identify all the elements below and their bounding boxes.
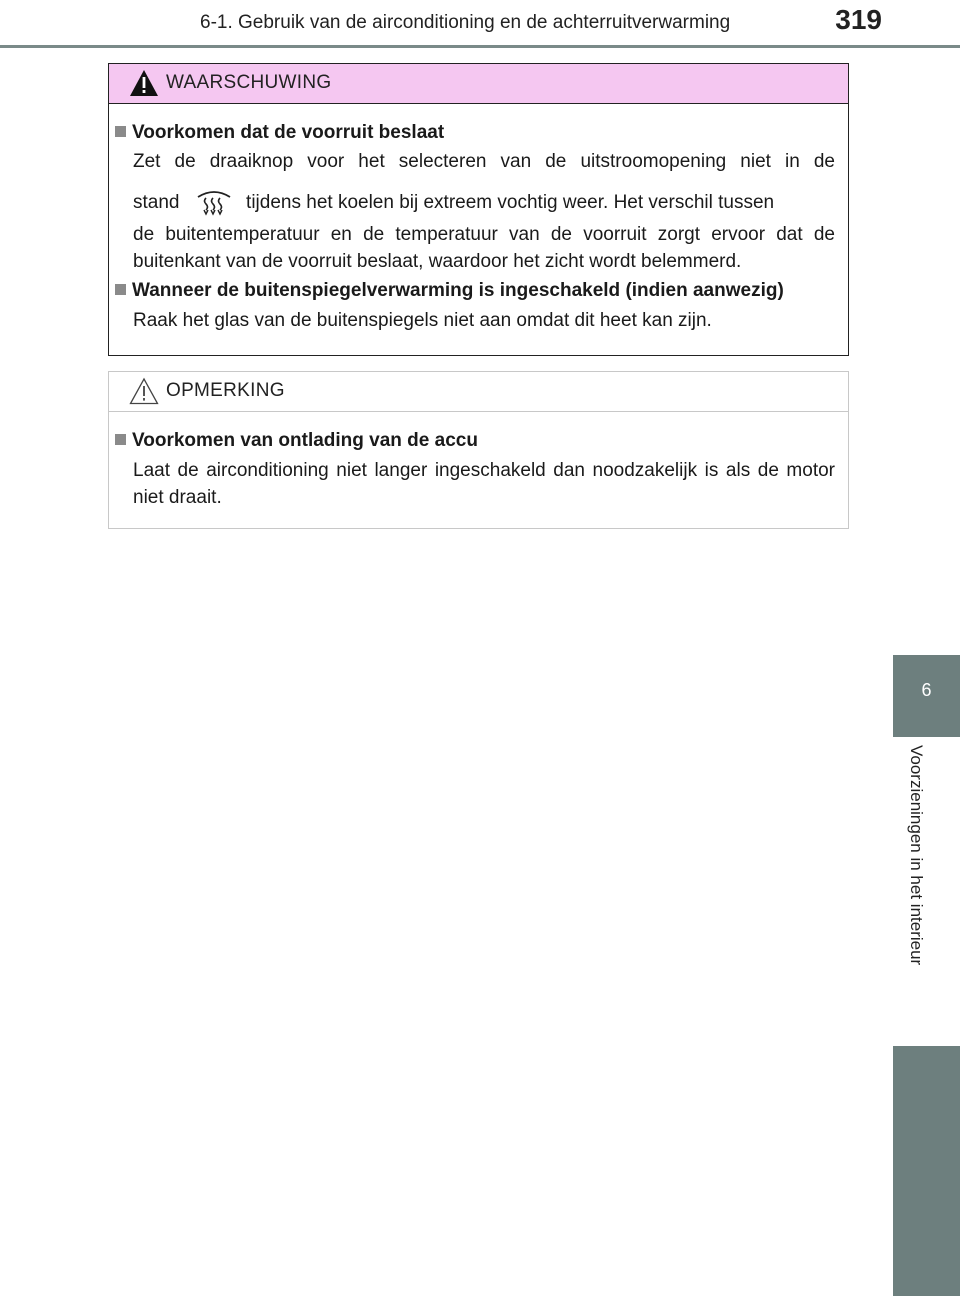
warning-text-line-with-icon — [133, 188, 835, 216]
warning-triangle-icon — [129, 69, 159, 97]
page-number: 319 — [835, 4, 882, 35]
warning-text-line: Zet de draaiknop voor het selecteren van de uitstroomopening niet in de — [133, 151, 835, 172]
note-item-heading — [115, 430, 478, 452]
note-title: OPMERKING — [166, 380, 285, 401]
warning-paragraph: Raak het glas van de buitenspiegels niet aan omdat dit heet kan zijn. — [133, 310, 712, 331]
side-tab-lower — [893, 1046, 960, 1296]
warning-header — [109, 64, 848, 104]
warning-item-heading-text: Voorkomen dat de voorruit beslaat — [132, 122, 445, 143]
note-box — [108, 371, 849, 529]
note-paragraph: Laat de airconditioning niet langer ingeschakeld dan noodzakelijk is als de motor niet draait. — [133, 460, 835, 508]
warning-title: WAARSCHUWING — [166, 72, 332, 93]
warning-item-heading — [115, 122, 444, 144]
note-item-heading-text: Voorkomen van ontlading van de accu — [132, 430, 478, 451]
bullet-square-icon — [115, 126, 126, 137]
defroster-icon — [195, 188, 233, 216]
chapter-title: 6-1. Gebruik van de airconditioning en de achterruitverwarming — [200, 12, 731, 33]
bullet-square-icon — [115, 284, 126, 295]
bullet-square-icon — [115, 434, 126, 445]
warning-text-fragment: stand — [133, 192, 180, 213]
warning-paragraph: de buitentemperatuur en de temperatuur van de voorruit zorgt ervoor dat de buitenkant van de voorruit beslaat, waardoor het zicht wordt belemmerd. — [133, 224, 835, 272]
warning-item-heading — [115, 280, 784, 302]
warning-text-fragment: tijdens het koelen bij extreem vochtig weer. Het verschil tussen — [246, 192, 775, 213]
warning-box — [108, 63, 849, 356]
chapter-tab-number: 6 — [921, 680, 932, 700]
chapter-caption: Voorzieningen in het interieur — [907, 745, 926, 966]
header-divider — [0, 45, 960, 48]
warning-item-heading-text: Wanneer de buitenspiegelverwarming is ingeschakeld (indien aanwezig) — [132, 280, 784, 301]
caution-triangle-outline-icon — [129, 377, 159, 405]
note-header — [109, 372, 848, 412]
